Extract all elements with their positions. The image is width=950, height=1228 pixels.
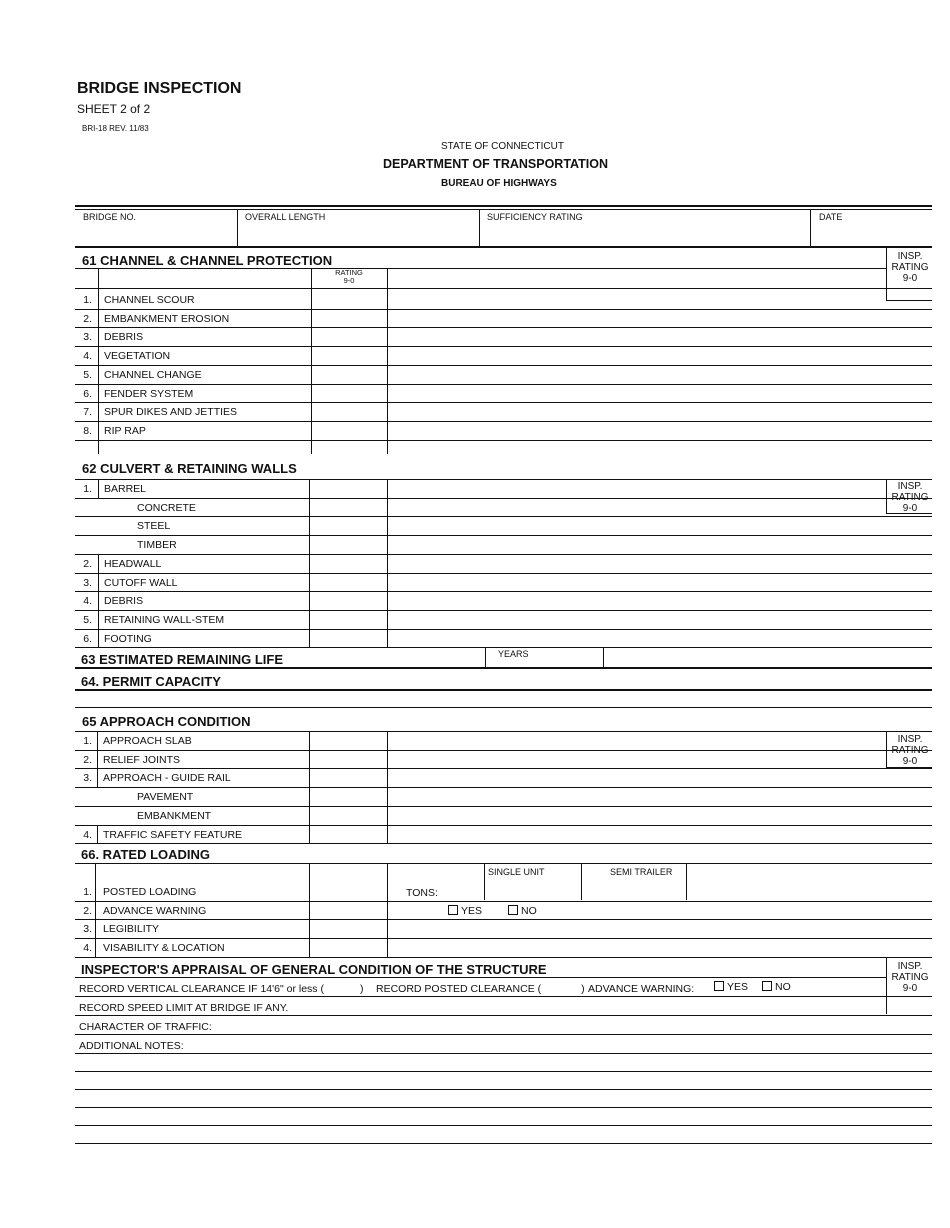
top-box-border: [75, 205, 932, 207]
item-number: 3.: [83, 923, 92, 936]
appraisal-rule: [75, 1015, 932, 1016]
top-box-divider: [810, 209, 811, 246]
tons-divider: [581, 863, 582, 900]
section-61-rule: [75, 268, 886, 269]
item-label: CONCRETE: [137, 501, 196, 514]
num-col-line: [98, 268, 99, 454]
row-rule: [75, 768, 932, 769]
row-rule: [75, 554, 932, 555]
item-label: FOOTING: [104, 632, 152, 645]
item-number: 2.: [83, 904, 92, 917]
insp-rating-box-65[interactable]: INSP. RATING 9-0: [891, 734, 929, 767]
item-label: LEGIBILITY: [103, 923, 160, 936]
item-number: 5.: [83, 368, 92, 381]
item-label: DEBRIS: [104, 331, 144, 344]
item-number: 6.: [83, 632, 92, 645]
item-label: PAVEMENT: [137, 791, 194, 804]
checkbox-icon[interactable]: [714, 981, 724, 991]
tons-divider: [686, 863, 687, 900]
date-field[interactable]: DATE: [819, 212, 843, 222]
item-label: TRAFFIC SAFETY FEATURE: [103, 828, 243, 841]
insp-box-left: [886, 246, 887, 301]
item-label: EMBANKMENT EROSION: [104, 312, 230, 325]
rating-col-line: [311, 268, 312, 454]
top-box-bottom: [75, 246, 932, 248]
state-name: STATE OF CONNECTICUT: [441, 141, 564, 152]
row-rule: [75, 573, 932, 574]
insp-box-bottom: [886, 300, 932, 301]
item-number: 6.: [83, 387, 92, 400]
tons-divider: [484, 863, 485, 900]
overall-length-field[interactable]: OVERALL LENGTH: [245, 212, 326, 222]
section-64-rule: [75, 707, 932, 708]
row-rule: [75, 825, 932, 826]
posted-clearance-field[interactable]: RECORD POSTED CLEARANCE ( ): [376, 983, 585, 995]
checkbox-icon[interactable]: [762, 981, 772, 991]
form-title: BRIDGE INSPECTION: [77, 80, 242, 97]
section-65-title: 65 APPROACH CONDITION: [82, 714, 251, 729]
item-label: RETAINING WALL-STEM: [104, 613, 225, 626]
item-label: RELIEF JOINTS: [103, 753, 181, 766]
appraisal-rule: [75, 1034, 932, 1035]
row-rule: [75, 421, 932, 422]
appraisal-rule: [75, 977, 886, 978]
form-code: BRI-18 REV. 11/83: [82, 124, 149, 133]
row-rule: [75, 901, 932, 902]
top-box-divider: [479, 209, 480, 246]
item-number: 7.: [83, 406, 92, 419]
item-number: 4.: [83, 942, 92, 955]
item-label: EMBANKMENT: [137, 809, 212, 822]
item-label: VEGETATION: [104, 350, 171, 363]
row-rule: [75, 346, 932, 347]
item-number: 4.: [83, 350, 92, 363]
remarks-col-line: [387, 479, 388, 647]
insp-box-left: [886, 731, 887, 767]
insp-box-bottom: [886, 767, 932, 768]
item-label: CHANNEL CHANGE: [104, 368, 202, 381]
vertical-clearance-field[interactable]: RECORD VERTICAL CLEARANCE IF 14'6" or less ( ): [79, 983, 364, 995]
item-number: 8.: [83, 424, 92, 437]
notes-line[interactable]: [75, 1107, 932, 1108]
advance-warning-label: ADVANCE WARNING:: [588, 983, 695, 995]
section-63-top-rule: [75, 647, 932, 648]
row-rule: [75, 806, 932, 807]
notes-line[interactable]: [75, 1125, 932, 1126]
num-col-line: [97, 825, 98, 843]
item-number: 4.: [83, 828, 92, 841]
item-number: 3.: [83, 576, 92, 589]
remarks-col-line: [387, 268, 388, 454]
insp-box-left: [886, 957, 887, 1014]
bureau-name: BUREAU OF HIGHWAYS: [441, 178, 557, 189]
checkbox-icon[interactable]: [448, 905, 458, 915]
item-number: 3.: [83, 331, 92, 344]
item-label: HEADWALL: [104, 557, 162, 570]
notes-line[interactable]: [75, 1071, 932, 1072]
num-col-line: [98, 554, 99, 647]
row-rule: [75, 591, 932, 592]
item-number: 1.: [83, 735, 92, 747]
section-64-title: 64. PERMIT CAPACITY: [81, 674, 221, 689]
insp-box-left: [886, 479, 887, 513]
insp-rating-box-61[interactable]: INSP. RATING 9-0: [891, 251, 929, 284]
item-label: STEEL: [137, 520, 171, 533]
item-number: 4.: [83, 595, 92, 608]
rating-col-line: [309, 479, 310, 647]
row-rule: [75, 787, 932, 788]
appraisal-rule: [75, 996, 932, 997]
item-number: 2.: [83, 312, 92, 325]
notes-line: [75, 1053, 932, 1054]
insp-rating-box-appraisal[interactable]: INSP. RATING 9-0: [891, 961, 929, 994]
item-number: 5.: [83, 613, 92, 626]
item-label: RIP RAP: [104, 424, 146, 437]
item-label: TIMBER: [137, 539, 177, 552]
section-62-rule: [75, 479, 932, 480]
item-number: 1.: [83, 483, 92, 495]
sheet-number: SHEET 2 of 2: [77, 102, 151, 116]
item-label: ADVANCE WARNING: [103, 904, 207, 917]
remarks-col-line: [387, 863, 388, 957]
checkbox-icon[interactable]: [508, 905, 518, 915]
section-61-title: 61 CHANNEL & CHANNEL PROTECTION: [82, 253, 333, 268]
row-rule: [75, 498, 932, 499]
row-rule: [75, 402, 932, 403]
advance-warning-yes[interactable]: YES: [448, 905, 482, 917]
item-label: BARREL: [104, 483, 147, 495]
character-of-traffic-field[interactable]: CHARACTER OF TRAFFIC:: [79, 1021, 212, 1033]
row-rule: [75, 610, 932, 611]
row-rule: [75, 919, 932, 920]
bridge-no-field[interactable]: BRIDGE NO.: [83, 212, 137, 222]
appraisal-top-rule: [75, 957, 932, 958]
row-rule: [75, 516, 932, 517]
section-63-title: 63 ESTIMATED REMAINING LIFE: [81, 652, 283, 667]
section-66-rule: [75, 863, 932, 864]
sufficiency-rating-field[interactable]: SUFFICIENCY RATING: [487, 212, 583, 222]
section-64-rule: [75, 689, 932, 691]
item-label: VISABILITY & LOCATION: [103, 942, 225, 955]
rating-col-line: [309, 863, 310, 957]
row-rule: [75, 629, 932, 630]
appraisal-warning-yes[interactable]: YES: [714, 981, 748, 993]
item-label: SPUR DIKES AND JETTIES: [104, 406, 238, 419]
item-label: DEBRIS: [104, 595, 144, 608]
item-label: POSTED LOADING: [103, 886, 197, 898]
additional-notes-field[interactable]: ADDITIONAL NOTES:: [79, 1040, 184, 1052]
item-number: 2.: [83, 753, 92, 766]
item-label: CUTOFF WALL: [104, 576, 178, 589]
top-box-border-inner: [75, 209, 932, 210]
item-label: APPROACH - GUIDE RAIL: [103, 772, 231, 785]
appraisal-warning-no[interactable]: NO: [762, 981, 791, 993]
semi-trailer-field[interactable]: SEMI TRAILER: [610, 867, 673, 877]
top-box-divider: [237, 209, 238, 246]
years-divider: [485, 647, 486, 667]
notes-line[interactable]: [75, 1089, 932, 1090]
num-col-line: [98, 479, 99, 498]
row-rule: [75, 384, 932, 385]
section-66-title: 66. RATED LOADING: [81, 847, 211, 862]
row-rule: [75, 440, 932, 441]
single-unit-field[interactable]: SINGLE UNIT: [488, 867, 545, 877]
rating-column-header: RATING 9-0: [335, 268, 363, 285]
advance-warning-no[interactable]: NO: [508, 905, 537, 917]
years-divider: [603, 647, 604, 667]
item-label: APPROACH SLAB: [103, 735, 192, 747]
row-rule: [75, 843, 932, 844]
num-col-line: [95, 863, 96, 957]
item-number: 2.: [83, 557, 92, 570]
section-61-header-rule: [75, 288, 932, 289]
row-rule: [75, 938, 932, 939]
row-rule: [75, 365, 932, 366]
item-number: 1.: [83, 886, 92, 898]
section-63-bottom-rule: [75, 667, 932, 669]
row-rule: [75, 750, 932, 751]
item-number: 1.: [83, 294, 92, 306]
section-62-title: 62 CULVERT & RETAINING WALLS: [82, 461, 297, 476]
row-rule: [75, 535, 932, 536]
notes-line[interactable]: [75, 1143, 932, 1144]
row-rule: [75, 327, 932, 328]
insp-rating-box-62[interactable]: INSP. RATING 9-0: [891, 481, 929, 514]
section-65-rule: [75, 731, 932, 732]
appraisal-title: INSPECTOR'S APPRAISAL OF GENERAL CONDITION OF THE STRUCTURE: [81, 962, 547, 977]
item-number: 3.: [83, 772, 92, 785]
speed-limit-field[interactable]: RECORD SPEED LIMIT AT BRIDGE IF ANY.: [79, 1002, 289, 1014]
row-rule: [75, 309, 932, 310]
num-col-line: [97, 731, 98, 787]
item-label: CHANNEL SCOUR: [104, 294, 195, 306]
tons-label: TONS:: [406, 887, 438, 899]
item-label: FENDER SYSTEM: [104, 387, 194, 400]
department-name: DEPARTMENT OF TRANSPORTATION: [383, 157, 608, 171]
years-field[interactable]: YEARS: [498, 649, 529, 659]
